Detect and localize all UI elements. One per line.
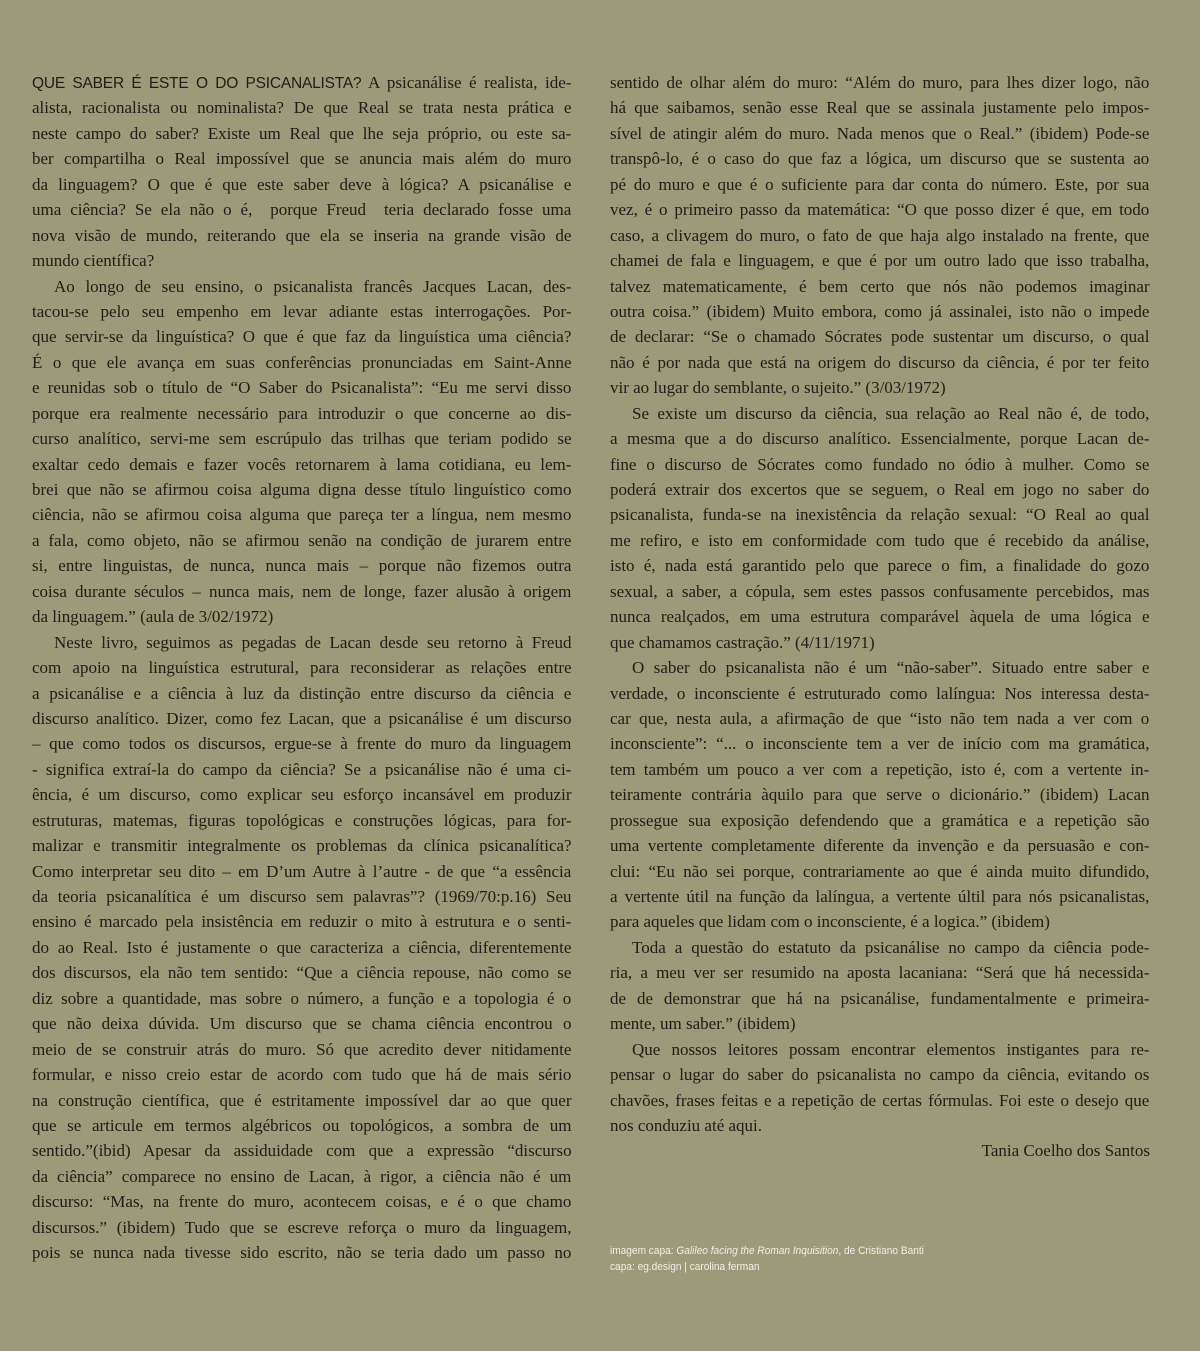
line-content bbox=[32, 452, 571, 477]
image-title: Galileo facing the Roman Inquisition bbox=[676, 1245, 839, 1257]
line-content bbox=[610, 528, 1149, 553]
line-text: estruturas, matemas, figuras topológicas e construções lógicas, para for- bbox=[32, 810, 572, 830]
line-text: si, entre linguistas, de nunca, nunca mais – porque não fizemos outra bbox=[32, 556, 572, 576]
text-line bbox=[632, 935, 1150, 960]
line-content bbox=[610, 553, 1149, 578]
line-text: coisa durante séculos – nunca mais, nem de longe, fazer alusão à origem bbox=[32, 581, 572, 601]
line-content bbox=[32, 401, 572, 426]
text-line bbox=[610, 172, 1150, 197]
line-content bbox=[32, 172, 571, 197]
line-text: formular, e nisso creio estar de acordo com tudo que há de mais sério bbox=[32, 1065, 572, 1085]
line-text: para aqueles que lidam com o inconsciente, é a logica.” (ibidem) bbox=[610, 912, 1050, 932]
line-text: sentido de olhar além do muro: “Além do muro, para lhes dizer logo, não bbox=[610, 73, 1150, 92]
text-line bbox=[32, 1138, 572, 1163]
line-text: ensino é marcado pela insistência em reduzir o mito à estrutura e o senti- bbox=[32, 912, 572, 932]
line-text: discursos.” (ibidem) Tudo que se escreve reforça o muro da linguagem, bbox=[32, 1217, 572, 1237]
line-content bbox=[32, 579, 571, 604]
line-text: uma ciência? Se ela não o é, porque Freud teria declarado fosse uma bbox=[32, 200, 572, 220]
line-text: Ao longo de seu ensino, o psicanalista francês Jacques Lacan, des- bbox=[54, 276, 572, 296]
line-content bbox=[32, 299, 572, 324]
line-content bbox=[32, 70, 571, 96]
line-content bbox=[632, 935, 1149, 960]
line-text: da teoria psicanalítica é um discurso sem palavras”? (1969/70:p.16) Seu bbox=[32, 887, 572, 906]
line-content bbox=[610, 757, 1149, 782]
text-line bbox=[610, 528, 1150, 553]
line-content bbox=[610, 859, 1149, 884]
line-content bbox=[32, 859, 571, 884]
text-line bbox=[610, 197, 1150, 222]
text-line bbox=[32, 1215, 572, 1240]
text-line bbox=[610, 757, 1150, 782]
line-text: prossegue sua exposição defendendo que a gramática e a repetição são bbox=[610, 810, 1150, 830]
line-content bbox=[610, 223, 1149, 248]
paragraph bbox=[610, 1037, 1150, 1139]
text-line bbox=[54, 274, 572, 299]
design-credit-line: capa: eg.design | carolina ferman bbox=[610, 1261, 760, 1273]
line-content bbox=[54, 274, 572, 299]
line-text: nos conduziu até aqui. bbox=[610, 1115, 763, 1135]
text-line bbox=[32, 1189, 572, 1214]
text-line bbox=[32, 833, 572, 858]
line-text: poderá extrair dos excertos que se seguem, o Real em jogo no saber do bbox=[610, 480, 1150, 499]
text-line bbox=[610, 477, 1150, 502]
line-text: Toda a questão do estatuto da psicanálise no campo da ciência pode- bbox=[632, 937, 1150, 957]
line-content bbox=[610, 197, 1149, 222]
text-line bbox=[32, 528, 572, 553]
text-line bbox=[32, 1240, 572, 1265]
text-line bbox=[610, 553, 1150, 578]
text-line bbox=[32, 1164, 572, 1189]
text-line bbox=[32, 299, 572, 324]
line-text: que se articule em termos algébricos ou topológicos, a sombra de um bbox=[32, 1115, 572, 1135]
text-line bbox=[610, 986, 1150, 1011]
line-content bbox=[32, 528, 571, 553]
text-line bbox=[610, 630, 1150, 655]
line-content bbox=[32, 553, 571, 578]
line-text: pois se nunca nada tivesse sido escrito, não se teria dado um passo no bbox=[32, 1243, 572, 1263]
line-content bbox=[32, 782, 572, 807]
line-text: sexual, a saber, a cópula, sem estes passos confusamente percebidos, mas bbox=[610, 581, 1150, 601]
line-text: da linguagem.” (aula de 3/02/1972) bbox=[32, 607, 274, 627]
line-text: da linguagem? O que é que este saber deve à lógica? A psicanálise e bbox=[32, 174, 572, 194]
line-content bbox=[32, 757, 571, 782]
text-line bbox=[610, 274, 1150, 299]
line-content bbox=[32, 1037, 571, 1062]
text-line bbox=[610, 350, 1150, 375]
line-content bbox=[32, 1113, 571, 1138]
text-line bbox=[32, 960, 572, 985]
line-content bbox=[610, 1113, 762, 1138]
line-text: vir ao lugar do semblante, o sujeito.” (3/03/1972) bbox=[610, 378, 946, 398]
line-text: vez, é o primeiro passo da matemática: “O que posso dizer é que, em todo bbox=[610, 200, 1150, 220]
line-content bbox=[32, 350, 572, 375]
left-column bbox=[32, 70, 572, 1266]
line-text: transpô-lo, é o caso do que faz a lógica, um discurso que se sustenta ao bbox=[610, 149, 1150, 169]
line-text: ria, a meu ver ser resumido na aposta lacaniana: “Será que há necessida- bbox=[610, 963, 1150, 983]
text-line bbox=[32, 95, 572, 120]
line-text: discurso analítico. Dizer, como fez Lacan, que a psicanálise é um discurso bbox=[32, 708, 572, 728]
line-content bbox=[32, 324, 571, 349]
text-line bbox=[32, 757, 572, 782]
line-content bbox=[610, 909, 1050, 934]
text-line bbox=[32, 324, 572, 349]
text-line bbox=[54, 630, 572, 655]
line-text: ência, é um discurso, como explicar seu esforço incansável em produzir bbox=[32, 785, 572, 805]
image-credit-label: imagem capa: bbox=[610, 1245, 674, 1257]
section-heading: QUE SABER É ESTE O DO PSICANALISTA? bbox=[32, 75, 362, 92]
line-text: da ciência” comparece no ensino de Lacan, à rigor, a ciência não é um bbox=[32, 1166, 572, 1186]
line-content bbox=[610, 884, 1149, 909]
line-text: caso, a clivagem do muro, o fato de que haja algo instalado na frente, que bbox=[610, 225, 1150, 245]
line-text: na construção científica, que é estritamente impossível dar ao que quer bbox=[32, 1090, 572, 1110]
text-line bbox=[610, 502, 1150, 527]
line-text: A psicanálise é realista, ide- bbox=[368, 73, 572, 92]
text-line bbox=[610, 121, 1150, 146]
line-text: a fala, como objeto, não se afirmou senão na condição de jurarem entre bbox=[32, 530, 572, 550]
line-content bbox=[32, 426, 572, 451]
line-content bbox=[610, 986, 1150, 1011]
line-content bbox=[632, 1037, 1150, 1062]
text-line bbox=[610, 808, 1150, 833]
line-text: psicanalista, funda-se na inexistência da relação sexual: “O Real ao qual bbox=[610, 505, 1150, 525]
line-content bbox=[610, 477, 1149, 502]
line-content bbox=[32, 477, 571, 502]
line-content bbox=[610, 274, 1150, 299]
line-text: malizar e transmitir integralmente os problemas da clínica psicanalítica? bbox=[32, 836, 572, 856]
line-text: - significa extraí-la do campo da ciência? Se a psicanálise não é uma ci- bbox=[32, 759, 572, 779]
line-content bbox=[610, 350, 1149, 375]
line-text: chamei de fala e linguagem, e que é por um outro lado que isso trabalha, bbox=[610, 251, 1150, 271]
line-content bbox=[610, 833, 1150, 858]
text-line bbox=[32, 452, 572, 477]
line-content bbox=[610, 706, 1149, 731]
line-content bbox=[32, 655, 572, 680]
line-text: meio de se construir atrás do muro. Só que acredito dever nitidamente bbox=[32, 1039, 572, 1059]
line-text: verdade, o inconsciente é estruturado como lalíngua: Nos interessa desta- bbox=[610, 683, 1150, 703]
text-line bbox=[32, 579, 572, 604]
right-column bbox=[610, 70, 1150, 1164]
line-text: uma vertente completamente diferente da invenção e da persuasão e con- bbox=[610, 836, 1150, 856]
image-credit-line bbox=[610, 1243, 924, 1259]
line-text: exaltar cedo demais e fazer vocês retornarem à lama cotidiana, eu lem- bbox=[32, 454, 572, 474]
paragraph bbox=[610, 70, 1150, 401]
text-line bbox=[610, 884, 1150, 909]
line-text: fine o discurso de Sócrates como fundado no ódio à mulher. Como se bbox=[610, 454, 1150, 474]
text-line bbox=[610, 1088, 1150, 1113]
text-line bbox=[610, 909, 1150, 934]
text-line bbox=[610, 681, 1150, 706]
text-line bbox=[32, 1062, 572, 1087]
text-line bbox=[32, 808, 572, 833]
text-line bbox=[32, 604, 572, 629]
line-text: tem também um pouco a ver com a repetição, isto é, com a vertente in- bbox=[610, 759, 1150, 779]
line-text: há que saibamos, senão esse Real que se assinala justamente pelo impos- bbox=[610, 98, 1150, 118]
line-text: inconsciente”: “... o inconsciente tem a ver de início com ma gramática, bbox=[610, 734, 1150, 754]
line-text: que servir-se da linguística? O que é que faz da linguística uma ciência? bbox=[32, 327, 572, 347]
text-line bbox=[32, 426, 572, 451]
line-text: alista, racionalista ou nominalista? De que Real se trata nesta prática e bbox=[32, 98, 572, 118]
line-content bbox=[32, 884, 572, 909]
line-content bbox=[32, 121, 571, 146]
line-text: de de demonstrar que há na psicanálise, fundamentalmente e primeira- bbox=[610, 988, 1150, 1008]
text-line bbox=[610, 1011, 1150, 1036]
line-content bbox=[610, 121, 1149, 146]
line-text: pé do muro e que é o suficiente para dar conta do número. Este, por sua bbox=[610, 174, 1150, 194]
line-content bbox=[610, 146, 1149, 171]
line-content bbox=[32, 909, 571, 934]
line-content bbox=[32, 1088, 572, 1113]
line-content bbox=[610, 1011, 796, 1036]
line-content bbox=[610, 731, 1149, 756]
line-content bbox=[610, 1088, 1149, 1113]
text-line bbox=[32, 146, 572, 171]
text-line bbox=[32, 1088, 572, 1113]
line-text: talvez matematicamente, é bem certo que nós não podemos imaginar bbox=[610, 276, 1150, 296]
line-content bbox=[610, 960, 1149, 985]
text-line bbox=[32, 1037, 572, 1062]
line-content bbox=[32, 1062, 571, 1087]
text-line bbox=[610, 579, 1150, 604]
line-text: dos discursos, ela não tem sentido: “Que a ciência repouse, não como se bbox=[32, 963, 572, 983]
line-text: brei que não se afirmou coisa alguma digna desse título linguístico como bbox=[32, 480, 572, 499]
line-content bbox=[610, 324, 1149, 349]
line-text: a vertente útil na função da lalíngua, a vertente últil para nós psicanalistas, bbox=[610, 887, 1150, 906]
text-line bbox=[610, 604, 1150, 629]
text-line bbox=[32, 986, 572, 1011]
line-content bbox=[32, 706, 571, 731]
line-text: e reunidas sob o título de “O Saber do Psicanalista”: “Eu me servi disso bbox=[32, 378, 572, 398]
line-content bbox=[32, 1240, 571, 1265]
line-text: neste campo do saber? Existe um Real que lhe seja próprio, ou este sa- bbox=[32, 123, 572, 143]
line-text: tacou-se pelo seu empenho em levar adiante estas interrogações. Por- bbox=[32, 301, 572, 321]
text-line bbox=[632, 1037, 1150, 1062]
line-content bbox=[610, 95, 1149, 120]
line-text: sentido.”(ibid) Apesar da assiduidade com que a expressão “discurso bbox=[32, 1141, 572, 1161]
line-content bbox=[32, 197, 571, 222]
line-content bbox=[32, 1164, 571, 1189]
line-content bbox=[610, 782, 1150, 807]
text-line bbox=[32, 782, 572, 807]
line-text: Que nossos leitores possam encontrar elementos instigantes para re- bbox=[632, 1039, 1150, 1059]
paragraph bbox=[610, 401, 1150, 655]
paragraph bbox=[610, 935, 1150, 1037]
line-content bbox=[32, 1138, 572, 1163]
text-line bbox=[610, 324, 1150, 349]
line-content bbox=[610, 375, 946, 400]
text-line bbox=[32, 655, 572, 680]
right-column-text bbox=[610, 70, 1150, 1138]
line-text: diz sobre a quantidade, mas sobre o número, a função e a topologia é o bbox=[32, 988, 572, 1008]
line-text: do ao Real. Isto é justamente o que caracteriza a ciência, diferentemente bbox=[32, 937, 572, 957]
line-content bbox=[32, 223, 571, 248]
text-line bbox=[610, 1113, 1150, 1138]
line-content bbox=[610, 1062, 1149, 1087]
line-content bbox=[32, 146, 571, 171]
line-content bbox=[32, 808, 572, 833]
text-line bbox=[610, 706, 1150, 731]
line-content bbox=[610, 172, 1149, 197]
line-content bbox=[610, 502, 1150, 527]
text-line bbox=[32, 859, 572, 884]
line-content bbox=[610, 452, 1149, 477]
line-content bbox=[632, 655, 1149, 680]
line-text: isto é, nada está garantido pelo que parece o fim, a finalidade do gozo bbox=[610, 556, 1150, 576]
line-text: ciência, não se afirmou coisa alguma que pareça ter a língua, nem mesmo bbox=[32, 505, 572, 525]
text-line bbox=[32, 909, 572, 934]
paragraph bbox=[32, 630, 572, 1266]
line-content bbox=[610, 426, 1150, 451]
text-line bbox=[32, 401, 572, 426]
line-content bbox=[32, 960, 571, 985]
line-text: discurso: “Mas, na frente do muro, acontecem coisas, e é o que chamo bbox=[32, 1192, 572, 1212]
line-content bbox=[32, 833, 572, 858]
line-text: sível de atingir além do muro. Nada menos que o Real.” (ibidem) Pode-se bbox=[610, 123, 1150, 143]
paragraph bbox=[32, 274, 572, 630]
line-text: curso analítico, servi-me sem escrúpulo das trilhas que teriam podido se bbox=[32, 429, 572, 449]
line-text: Como interpretar seu dito – em D’um Autre à l’autre - de que “a essência bbox=[32, 861, 572, 881]
line-content bbox=[610, 808, 1150, 833]
text-line bbox=[610, 70, 1150, 95]
text-line bbox=[32, 70, 572, 95]
text-line bbox=[32, 223, 572, 248]
text-line bbox=[610, 859, 1150, 884]
text-line bbox=[610, 299, 1150, 324]
line-content bbox=[32, 604, 273, 629]
text-line bbox=[32, 477, 572, 502]
line-text: nova visão de mundo, reiterando que ela se inseria na grande visão de bbox=[32, 225, 572, 245]
text-line bbox=[610, 452, 1150, 477]
text-line bbox=[610, 782, 1150, 807]
text-line bbox=[32, 553, 572, 578]
line-content bbox=[54, 630, 571, 655]
line-text: com apoio na linguística estrutural, para reconsiderar as relações entre bbox=[32, 658, 572, 678]
image-author: , de Cristiano Banti bbox=[838, 1245, 924, 1257]
line-content bbox=[32, 502, 571, 527]
line-content bbox=[32, 375, 571, 400]
line-text: a psicanálise e a ciência à luz da distinção entre discurso da ciência e bbox=[32, 683, 572, 703]
line-text: a mesma que a do discurso analítico. Essencialmente, porque Lacan de- bbox=[610, 429, 1150, 449]
line-content bbox=[32, 1215, 572, 1240]
line-text: pensar o lugar do saber do psicanalista no campo da ciência, evitando os bbox=[610, 1065, 1150, 1085]
paragraph bbox=[32, 70, 572, 274]
line-text: me refiro, e isto em conformidade com tudo que é recebido da análise, bbox=[610, 530, 1150, 550]
line-text: teiramente contrária àquilo para que serve o dicionário.” (ibidem) Lacan bbox=[610, 785, 1150, 805]
paragraph bbox=[610, 655, 1150, 935]
line-text: Se existe um discurso da ciência, sua relação ao Real não é, de todo, bbox=[632, 403, 1150, 423]
line-text: porque era realmente necessário para introduzir o que concerne ao dis- bbox=[32, 403, 572, 423]
text-line bbox=[32, 172, 572, 197]
text-line bbox=[632, 401, 1150, 426]
text-line bbox=[610, 426, 1150, 451]
text-line bbox=[610, 731, 1150, 756]
line-content bbox=[610, 681, 1150, 706]
line-content bbox=[32, 1011, 571, 1036]
text-line bbox=[610, 960, 1150, 985]
text-line bbox=[610, 833, 1150, 858]
line-text: mundo científica? bbox=[32, 251, 155, 271]
text-line bbox=[610, 223, 1150, 248]
text-line bbox=[32, 121, 572, 146]
text-line bbox=[610, 375, 1150, 400]
line-content bbox=[32, 1189, 571, 1214]
text-line bbox=[32, 1011, 572, 1036]
line-content bbox=[32, 935, 571, 960]
line-content bbox=[32, 986, 571, 1011]
line-content bbox=[32, 731, 571, 756]
text-line bbox=[610, 95, 1150, 120]
line-text: – que como todos os discursos, ergue-se à frente do muro da linguagem bbox=[32, 734, 572, 754]
line-text: Neste livro, seguimos as pegadas de Lacan desde seu retorno à Freud bbox=[54, 632, 572, 652]
line-text: que não deixa dúvida. Um discurso que se chama ciência encontrou o bbox=[32, 1014, 572, 1034]
line-content bbox=[610, 248, 1149, 273]
line-content bbox=[632, 401, 1149, 426]
line-text: O saber do psicanalista não é um “não-saber”. Situado entre saber e bbox=[632, 658, 1150, 678]
line-content bbox=[610, 299, 1149, 324]
line-text: ber compartilha o Real impossível que se anuncia mais além do muro bbox=[32, 149, 572, 169]
text-line bbox=[32, 197, 572, 222]
text-line bbox=[32, 731, 572, 756]
line-text: não é por nada que está na origem do discurso da ciência, é por ter feito bbox=[610, 352, 1150, 372]
cover-credits bbox=[610, 1243, 924, 1275]
text-line bbox=[32, 502, 572, 527]
text-line bbox=[32, 706, 572, 731]
text-line bbox=[32, 375, 572, 400]
author-signature: Tania Coelho dos Santos bbox=[981, 1141, 1150, 1161]
text-line bbox=[610, 1062, 1150, 1087]
text-line bbox=[32, 884, 572, 909]
text-line bbox=[32, 248, 572, 273]
line-text: de declarar: “Se o chamado Sócrates pode sustentar um discurso, o qual bbox=[610, 327, 1150, 347]
line-content bbox=[610, 70, 1149, 95]
line-text: nunca realçados, em uma estrutura comparável àquela de uma lógica e bbox=[610, 607, 1150, 627]
line-text: É o que ele avança em suas conferências pronunciadas em Saint-Anne bbox=[32, 352, 572, 372]
text-line bbox=[610, 146, 1150, 171]
text-line bbox=[32, 681, 572, 706]
line-content bbox=[32, 681, 571, 706]
line-text: outra coisa.” (ibidem) Muito embora, como já assinalei, isto não o impede bbox=[610, 301, 1150, 321]
line-content bbox=[610, 579, 1150, 604]
line-text: chavões, frases feitas e a repetição de certas fórmulas. Foi este o desejo que bbox=[610, 1090, 1150, 1110]
line-content bbox=[32, 248, 154, 273]
line-text: mente, um saber.” (ibidem) bbox=[610, 1014, 796, 1034]
line-content bbox=[610, 630, 875, 655]
text-line bbox=[32, 935, 572, 960]
text-line bbox=[610, 248, 1150, 273]
line-text: que chamamos castração.” (4/11/1971) bbox=[610, 632, 875, 652]
line-content bbox=[32, 95, 571, 120]
line-content bbox=[610, 604, 1150, 629]
text-line bbox=[32, 1113, 572, 1138]
line-text: clui: “Eu não sei porque, contrariamente ao que é ainda muito difundido, bbox=[610, 861, 1150, 881]
line-text: car que, nesta aula, a afirmação de que “isto não tem nada a ver com o bbox=[610, 708, 1150, 728]
text-line bbox=[32, 350, 572, 375]
text-line bbox=[632, 655, 1150, 680]
